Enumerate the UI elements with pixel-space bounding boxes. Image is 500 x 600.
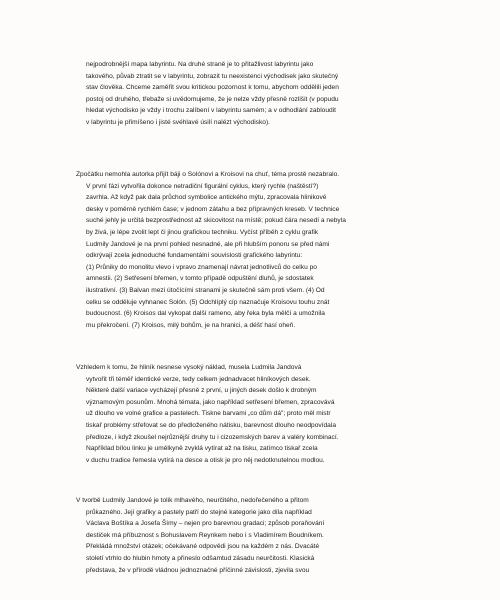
text-line: už dlouho ve volné grafice a pastelech. Tiskne barvami „co dům dá"; proto měl mistr [86, 410, 331, 418]
paragraph-2 [76, 169, 346, 331]
text-line: takového, půvab ztratit se v labyrintu, zobrazit tu neexistenci východisek jako skutečný [86, 72, 339, 80]
text-line: Václava Boštíka a Josefa Šímy – nejen pro barevnou gradaci; způsob poraňování [86, 520, 325, 528]
text-line: destiček má příbuznost s Bohuslavem Reynkem nebo i s Vladimírem Boudníkem. [86, 531, 324, 539]
text-line: Ludmily Jandové je na první pohled nesnadné, ale při hlubším ponoru se před námi [86, 240, 330, 248]
text-line: V první fázi vytvořila dokonce netradiční figurální cyklus, který rychle (naštěstí?) [86, 182, 319, 190]
text-line: Vzhledem k tomu, že hliník nesnese vysoký náklad, musela Ludmila Jandová [76, 364, 302, 371]
paragraph-1 [86, 59, 339, 129]
text-line: Například bílou linku je umělkyně zvyklá vytírat až na tisku, zatímco tiskař zcela [86, 445, 318, 453]
text-line: v duchu tradice řemesla vytírá na desce a otisk je pro něj nedotknutelnou modlou. [86, 456, 325, 464]
text-line: hledat východisko je vždy i trochu zalíbení v labyrintu samém; a v odhodlání zabloudit [86, 107, 336, 115]
text-line: nejpodrobnější mapa labyrintu. Na druhé straně je to přitažlivost labyrintu jako [86, 61, 314, 68]
text-line: V tvorbě Ludmily Jandové je tolik mlhavého, neurčitého, nedořečeného a přitom [76, 497, 309, 504]
text-line: amnestii. (2) Setřesení břemen, v tomto případě odpuštění dluhů, je sdostatek [86, 275, 314, 283]
paragraph-4 [76, 495, 324, 576]
text-line: Zpočátku nemohla autorka přijít báji o Solónovi a Kroisovi na chuť, téma prostě nezabralo. [76, 171, 340, 178]
text-line: odkrývají zcela jednoduché fundamentální souvislosti grafického labyrintu: [86, 252, 303, 260]
text-line: významovým posunům. Mnohá témata, jako například setřesení břemen, zpracovává [86, 398, 335, 406]
text-line: Některé další variace vycházejí přesně z první, u jiných desek došlo k drobným [86, 387, 317, 395]
text-line: představa, že v přírodě vládnou jednoznačné příčinné závislosti, zjevila svou [86, 566, 310, 574]
text-line: předloze, i když zkoušel nejrůznější druhy tu i cizozemských barev a valéry kombinací. [86, 433, 339, 441]
text-line: zavrhla. Až když pak dala průchod symbolice antického mýtu, zpracovala hlinikové [86, 194, 327, 202]
text-line: budoucnost. (6) Kroisos dal vykopat další rameno, aby řeka byla mělčí a umožnila [86, 310, 325, 318]
text-line: Překládá množství otázek; očekávané odpovědi jsou na každém z nás. Dvacáté [86, 543, 320, 551]
text-line: průkazného. Její grafiky a pastely patří do stejné kategorie jako díla například [86, 508, 312, 516]
text-line: století vtrhlo do hlubin hmoty a přineslo odšamtud zásadu neurčitosti. Klasická [86, 554, 315, 562]
text-line: vytvořit tři téměř identické verze, tedy celkem jednadvacet hliníkových desek. [86, 375, 311, 383]
text-line: desky v poměrně rychlém čase; v jednom zátahu a bez přípravných kreseb. V technice [86, 205, 340, 213]
text-line: celku se odděluje vyhnanec Solón. (5) Odchlíplý cíp naznačuje Kroisovu touhu znát [86, 298, 330, 306]
paragraph-3 [76, 362, 339, 466]
text-line: mu překročení. (7) Kroisos, milý bohům, je na hranici, a déšť hasí oheň. [86, 321, 296, 329]
text-line: postoj od druhého, třebaže si uvědomujeme, že je nelze vždy přesně rozlišit (v popudu [86, 95, 339, 103]
text-line: tiskař problémy střefovat se do předloženého nátisku, barevnost dlouho neodpovídala [86, 421, 336, 429]
text-line: by živá, je lépe zvolit lept či jinou grafickou techniku. Vyčíst příběh z cyklu grafik [86, 228, 319, 236]
text-line: (1) Průniky do monolitu vlevo i vpravo znamenají návrat jednotlivců do celku po [86, 263, 317, 271]
text-line: suché jehly je určitá bezprostřednost až skicovitost na místě; pokud čára nesedí a nebyla [86, 217, 346, 225]
text-line: ilustrativní. (3) Balvan mezi útočícími stranami je skutečně sám proti všem. (4) Od [86, 286, 325, 294]
text-line: v labyrintu je přimíšeno i jisté svéhlavé úsilí nalézt východisko). [86, 118, 270, 126]
text-line: stav člověka. Chceme zaměřit svou kritickou pozornost k tomu, abychom oddělili jeden [86, 84, 339, 92]
